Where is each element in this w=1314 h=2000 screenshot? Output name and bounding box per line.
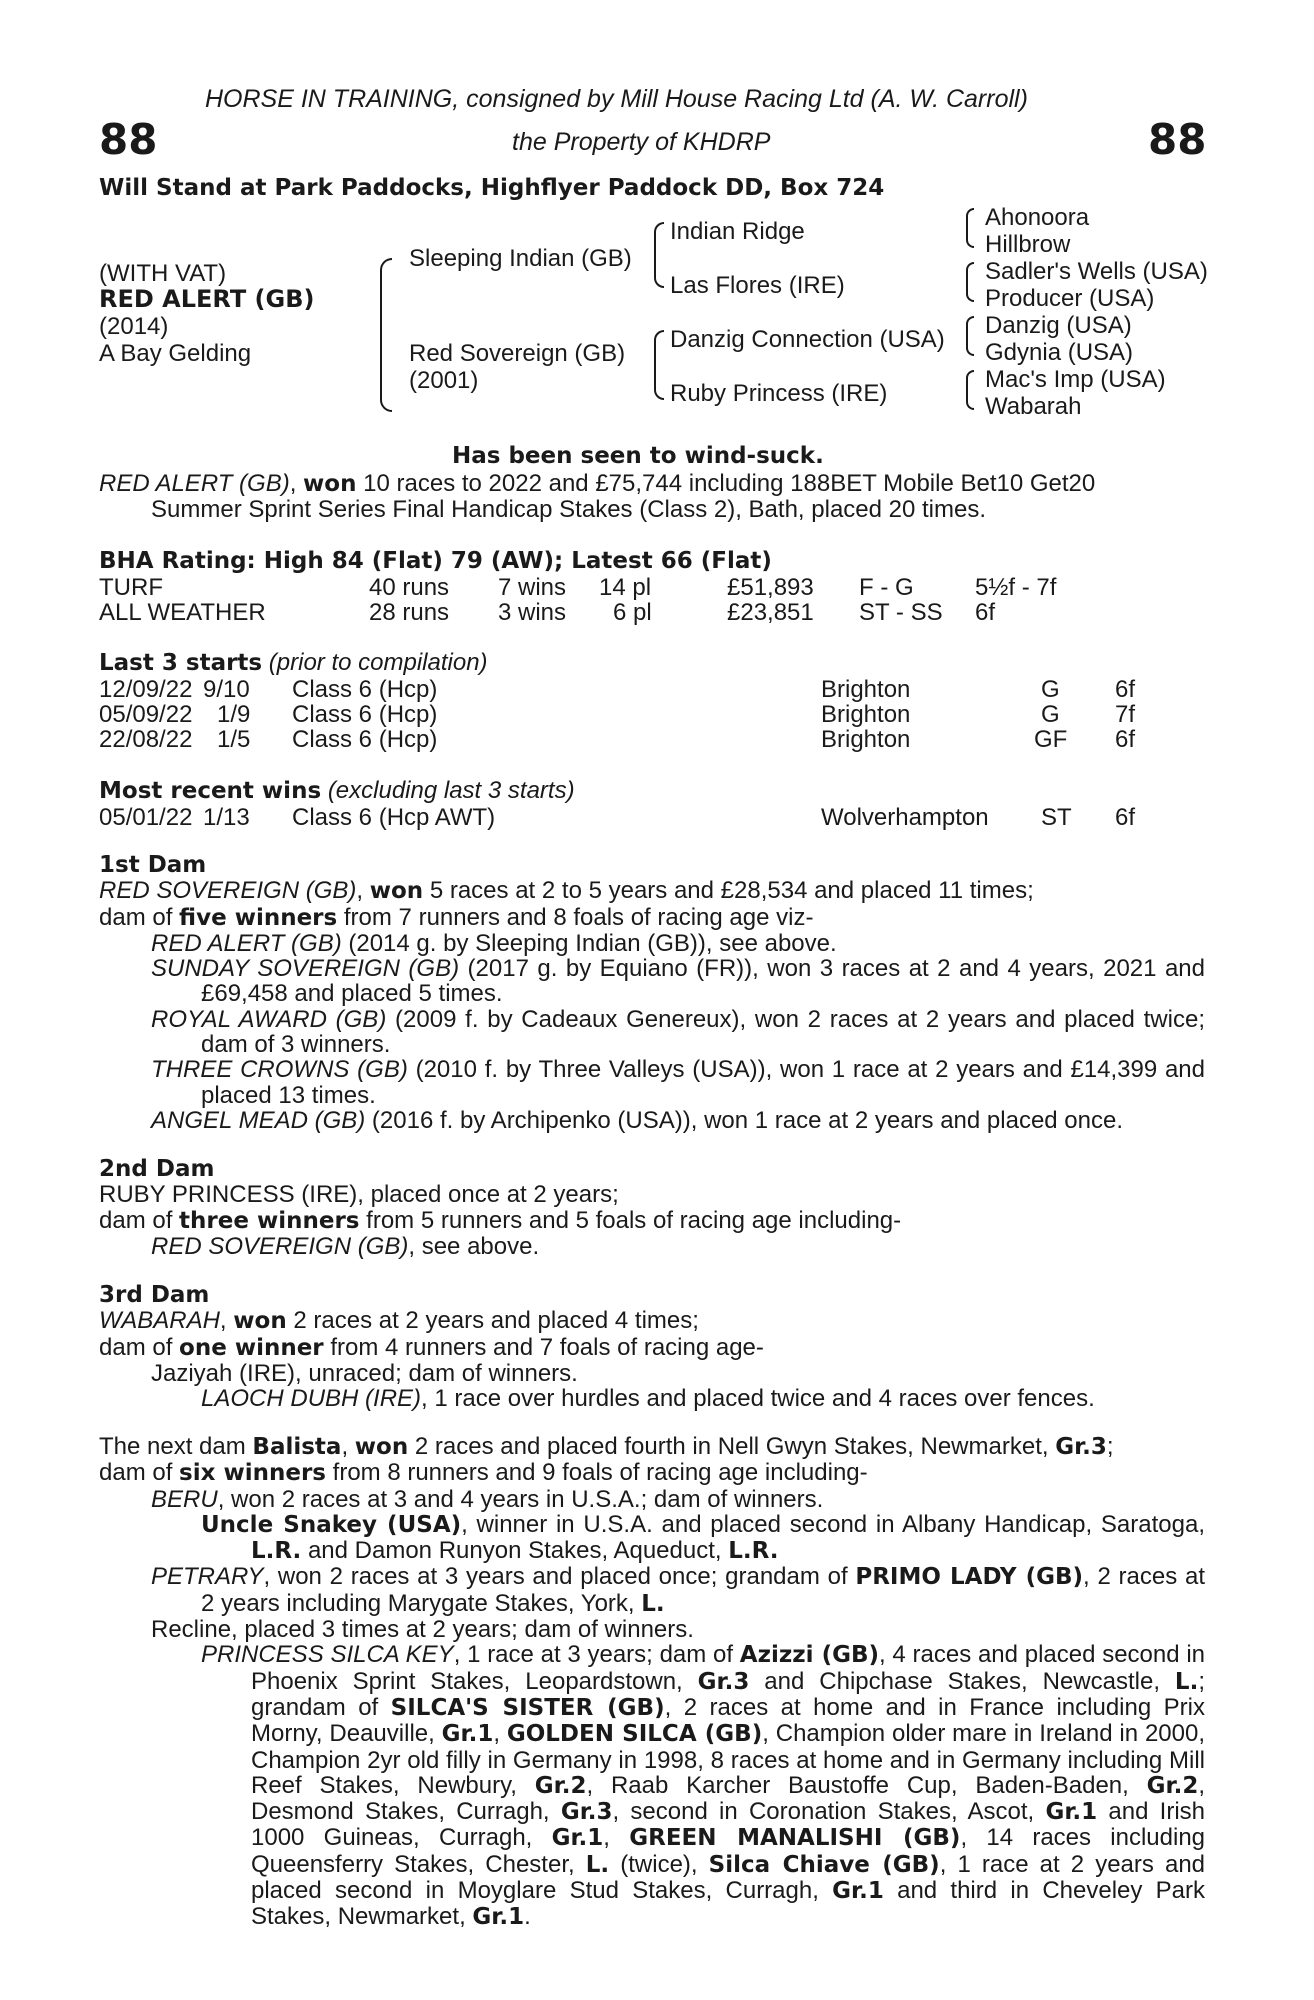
- date: 12/09/22: [99, 676, 193, 703]
- distance: 6f: [1115, 804, 1136, 831]
- recent-wins-heading: Most recent wins (excluding last 3 starts): [99, 777, 575, 804]
- position: 9/10: [203, 676, 250, 703]
- rating-row-aw: [99, 599, 1205, 624]
- gen3-ancestor: Ahonoora: [985, 204, 1090, 231]
- going: G: [1041, 676, 1060, 703]
- second-dam-section: 2nd Dam RUBY PRINCESS (IRE), placed once at 2 years; dam of three winners from 5 runners and 5 foals of racing age including- RED SOVEREIGN (GB), see above.: [99, 1157, 1205, 1259]
- start-row: [99, 701, 1205, 726]
- progeny-entry: BERU, won 2 races at 3 and 4 years in U.S.A.; dam of winners.: [151, 1485, 824, 1513]
- dam-sire: Danzig Connection (USA): [670, 326, 945, 353]
- horse-name: RED ALERT (GB): [99, 285, 315, 313]
- position: 1/9: [217, 701, 251, 728]
- bha-rating-heading: BHA Rating: High 84 (Flat) 79 (AW); Latest 66 (Flat): [99, 548, 772, 574]
- progeny-entry: PRINCESS SILCA KEY, 1 race at 3 years; dam of Azizzi (GB), 4 races and placed second in Phoenix Sprint Stakes, Leopardstown, Gr.3 and Chipchase Stakes, Newcastle, L.; grandam of SILCA'S SISTER (GB), 2 races at home and in France including Prix Morny, Deauville, Gr.1, GOLDEN SILCA (GB), Champion older mare in Ireland in 2000, Champion 2yr old filly in Germany in 1998, 8 races at home and in Germany including Mill Reef Stakes, Newbury, Gr.2, Raab Karcher Baustoffe Cup, Baden-Baden, Gr.2, Desmond Stakes, Curragh, Gr.3, second in Coronation Stakes, Ascot, Gr.1 and Irish 1000 Guineas, Curragh, Gr.1, GREEN MANALISHI (GB), 14 races including Queensferry Stakes, Chester, L. (twice), Silca Chiave (GB), 1 race at 2 years and placed second in Moyglare Stud Stakes, Curragh, Gr.1 and third in Cheveley Park Stakes, Newmarket, Gr.1.: [201, 1641, 1206, 1931]
- summary-text-cont: Summer Sprint Series Final Handicap Stakes (Class 2), Bath, placed 20 times.: [151, 496, 987, 524]
- first-dam-heading: 1st Dam: [99, 852, 207, 878]
- going-range: F - G: [859, 574, 914, 601]
- runs: 40 runs: [369, 574, 450, 601]
- surface: TURF: [99, 574, 163, 601]
- last3-note: (prior to compilation): [268, 649, 488, 676]
- third-dam-heading: 3rd Dam: [99, 1282, 210, 1308]
- distance-range: 5½f - 7f: [975, 574, 1057, 601]
- vat-note: (WITH VAT): [99, 260, 227, 287]
- dam-name: RED SOVEREIGN (GB): [99, 877, 357, 905]
- last3-heading: Last 3 starts (prior to compilation): [99, 649, 488, 676]
- progeny-entry: Uncle Snakey (USA), winner in U.S.A. and placed second in Albany Handicap, Saratoga, L.R. and Damon Runyon Stakes, Aqueduct, L.R.: [201, 1510, 1205, 1565]
- gen3-ancestor: Gdynia (USA): [985, 339, 1134, 366]
- progeny-entry: SUNDAY SOVEREIGN (GB) (2017 g. by Equiano (FR)), won 3 races at 2 and 4 years, 2021 and £69,458 and placed 5 times.: [151, 955, 1205, 1008]
- runs: 28 runs: [369, 599, 450, 626]
- brace-sire: [654, 222, 664, 288]
- gen3-ancestor: Sadler's Wells (USA): [985, 258, 1208, 285]
- property-line: the Property of KHDRP: [512, 128, 771, 156]
- summary-won: won: [303, 471, 357, 497]
- gen3-ancestor: Mac's Imp (USA): [985, 366, 1166, 393]
- surface: ALL WEATHER: [99, 599, 266, 626]
- wins: 7 wins: [498, 574, 567, 601]
- course: Brighton: [821, 701, 911, 728]
- summary-text: 10 races to 2022 and £75,744 including 188BET Mobile Bet10 Get20: [356, 470, 1096, 497]
- distance: 6f: [1115, 726, 1136, 753]
- stand-location: Will Stand at Park Paddocks, Highflyer Paddock DD, Box 724: [99, 175, 885, 201]
- horse-description: A Bay Gelding: [99, 340, 252, 367]
- progeny-entry: ROYAL AWARD (GB) (2009 f. by Cadeaux Genereux), won 2 races at 2 years and placed twice; dam of 3 winners.: [151, 1005, 1205, 1059]
- going: G: [1041, 701, 1060, 728]
- third-dam-section: 3rd Dam WABARAH, won 2 races at 2 years and placed 4 times; dam of one winner from 4 runners and 7 foals of racing age- Jaziyah (IRE), unraced; dam of winners. LAOCH DUBH (IRE), 1 race over hurdles and placed twice and 4 races over fences.: [99, 1283, 1205, 1411]
- brace-gen1: [380, 258, 392, 412]
- horse-year: (2014): [99, 313, 169, 340]
- distance: 6f: [1115, 676, 1136, 703]
- wins: 3 wins: [498, 599, 567, 626]
- distance-range: 6f: [975, 599, 996, 626]
- brace-g3-1: [966, 208, 974, 248]
- race-class: Class 6 (Hcp): [292, 676, 438, 703]
- prize: £23,851: [727, 599, 814, 626]
- sire-sire: Indian Ridge: [670, 218, 805, 245]
- course: Brighton: [821, 726, 911, 753]
- placed: 6 pl: [613, 599, 652, 626]
- race-summary: RED ALERT (GB), won 10 races to 2022 and £75,744 including 188BET Mobile Bet10 Get20 Summer Sprint Series Final Handicap Stakes (Class 2), Bath, placed 20 times.: [99, 471, 1205, 523]
- date: 05/01/22: [99, 804, 193, 831]
- race-class: Class 6 (Hcp): [292, 726, 438, 753]
- race-class: Class 6 (Hcp AWT): [292, 804, 496, 831]
- progeny-entry: LAOCH DUBH (IRE), 1 race over hurdles and placed twice and 4 races over fences.: [201, 1385, 1095, 1413]
- recent-wins-note: (excluding last 3 starts): [327, 777, 575, 804]
- distance: 7f: [1115, 701, 1136, 728]
- brace-g3-3: [966, 316, 974, 356]
- course: Wolverhampton: [821, 804, 989, 831]
- position: 1/13: [203, 804, 250, 831]
- race-class: Class 6 (Hcp): [292, 701, 438, 728]
- course: Brighton: [821, 676, 911, 703]
- dam-dam: Ruby Princess (IRE): [670, 380, 888, 407]
- second-dam-heading: 2nd Dam: [99, 1156, 215, 1182]
- summary-horse: RED ALERT (GB): [99, 470, 290, 497]
- going-range: ST - SS: [859, 599, 943, 626]
- progeny-entry: PETRARY, won 2 races at 3 years and placed once; grandam of PRIMO LADY (GB), 2 races at 2 years including Marygate Stakes, York, L.: [151, 1563, 1205, 1617]
- date: 05/09/22: [99, 701, 193, 728]
- progeny-entry: RED SOVEREIGN (GB), see above.: [151, 1232, 540, 1260]
- position: 1/5: [217, 726, 251, 753]
- rating-row-turf: [99, 574, 1205, 599]
- start-row: [99, 676, 1205, 701]
- dam: Red Sovereign (GB): [409, 340, 626, 367]
- sire: Sleeping Indian (GB): [409, 245, 632, 272]
- next-dam-section: The next dam Balista, won 2 races and placed fourth in Nell Gwyn Stakes, Newmarket, Gr.3; dam of six winners from 8 runners and 9 foals of racing age including- BERU, won 2 races at 3 and 4 years in U.S.A.; dam of winners. Uncle Snakey (USA), winner in U.S.A. and placed second in Albany Handicap, Saratoga, L.R. and Damon Runyon Stakes, Aqueduct, L.R. PETRARY, won 2 races at 3 years and placed once; grandam of PRIMO LADY (GB), 2 races at 2 years including Marygate Stakes, York, L. Recline, placed 3 times at 2 years; dam of winners. PRINCESS SILCA KEY, 1 race at 3 years; dam of Azizzi (GB), 4 races and placed second in Phoenix Sprint Stakes, Leopardstown, Gr.3 and Chipchase Stakes, Newcastle, L.; grandam of SILCA'S SISTER (GB), 2 races at home and in France including Prix Morny, Deauville, Gr.1, GOLDEN SILCA (GB), Champion older mare in Ireland in 2000, Champion 2yr old filly in Germany in 1998, 8 races at home and in Germany including Mill Reef Stakes, Newbury, Gr.2, Raab Karcher Baustoffe Cup, Baden-Baden, Gr.2, Desmond Stakes, Curragh, Gr.3, second in Coronation Stakes, Ascot, Gr.1 and Irish 1000 Guineas, Curragh, Gr.1, GREEN MANALISHI (GB), 14 races including Queensferry Stakes, Chester, L. (twice), Silca Chiave (GB), 1 race at 2 years and placed second in Moyglare Stud Stakes, Curragh, Gr.1 and third in Cheveley Park Stakes, Newmarket, Gr.1.: [99, 1433, 1206, 1931]
- progeny-entry: Jaziyah (IRE), unraced; dam of winners.: [151, 1359, 578, 1387]
- dam-year: (2001): [409, 367, 479, 394]
- gen3-ancestor: Producer (USA): [985, 285, 1155, 312]
- progeny-entry: Recline, placed 3 times at 2 years; dam of winners.: [151, 1616, 694, 1644]
- brace-g3-2: [966, 262, 974, 302]
- progeny-entry: THREE CROWNS (GB) (2010 f. by Three Valleys (USA)), won 1 race at 2 years and £14,399 and placed 13 times.: [151, 1056, 1205, 1109]
- start-row: [99, 726, 1205, 751]
- win-row: [99, 804, 1205, 829]
- going: ST: [1041, 804, 1072, 831]
- brace-dam: [654, 330, 664, 400]
- gen3-ancestor: Wabarah: [985, 393, 1082, 420]
- brace-g3-4: [966, 370, 974, 410]
- lot-number-right: 88: [1148, 115, 1207, 164]
- prize: £51,893: [727, 574, 814, 601]
- going: GF: [1034, 726, 1068, 753]
- progeny-entry: RED ALERT (GB) (2014 g. by Sleeping Indian (GB)), see above.: [151, 929, 837, 957]
- catalogue-title: HORSE IN TRAINING, consigned by Mill House Racing Ltd (A. W. Carroll): [205, 85, 1028, 113]
- date: 22/08/22: [99, 726, 193, 753]
- sire-dam: Las Flores (IRE): [670, 272, 845, 299]
- first-dam-section: 1st Dam RED SOVEREIGN (GB), won 5 races at 2 to 5 years and £28,534 and placed 11 times; dam of five winners from 7 runners and 8 foals of racing age viz- RED ALERT (GB) (2014 g. by Sleeping Indian (GB)), see above. SUNDAY SOVEREIGN (GB) (2017 g. by Equiano (FR)), won 3 races at 2 and 4 years, 2021 and £69,458 and placed 5 times. ROYAL AWARD (GB) (2009 f. by Cadeaux Genereux), won 2 races at 2 years and placed twice; dam of 3 winners. THREE CROWNS (GB) (2010 f. by Three Valleys (USA)), won 1 race at 2 years and £14,399 and placed 13 times. ANGEL MEAD (GB) (2016 f. by Archipenko (USA)), won 1 race at 2 years and placed once.: [99, 852, 1205, 1134]
- gen3-ancestor: Danzig (USA): [985, 312, 1132, 339]
- placed: 14 pl: [599, 574, 652, 601]
- wind-suck-note: Has been seen to wind-suck.: [452, 443, 824, 469]
- gen3-ancestor: Hillbrow: [985, 231, 1071, 258]
- lot-number-left: 88: [99, 115, 158, 164]
- progeny-entry: ANGEL MEAD (GB) (2016 f. by Archipenko (USA)), won 1 race at 2 years and placed once.: [151, 1106, 1124, 1134]
